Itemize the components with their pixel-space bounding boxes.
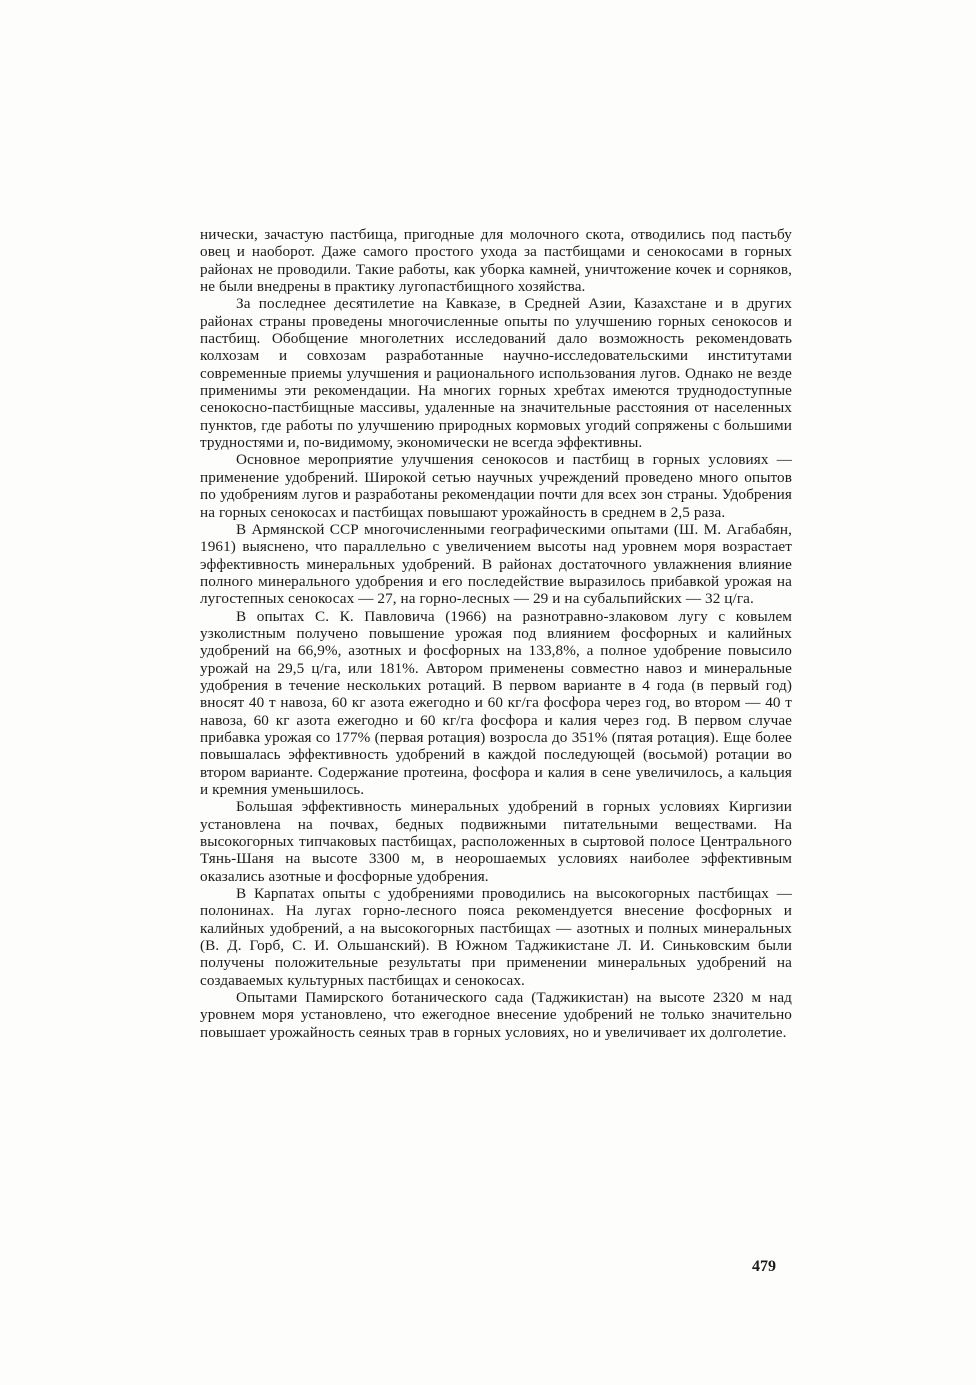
paragraph-carpathians: В Карпатах опыты с удобрениями проводились на высокогорных пастбищах — полонинах. На лугах горно-лесного пояса рекомендуется внесение фосфорных и калийных удобрений, а на высокогорных пастбищах — азотных и полных минеральных (В. Д. Горб, С. И. Ольшанский). В Южном Таджикистане Л. И. Синьковским были получены положительные результаты при применении минеральных удобрений на создаваемых культурных пастбищах и сенокосах. <box>200 885 792 989</box>
page-body <box>200 226 792 1041</box>
paragraph-caucasus-experiments: За последнее десятилетие на Кавказе, в Средней Азии, Казахстане и в других районах страны проведены многочисленные опыты по улучшению горных сенокосов и пастбищ. Обобщение многолетних исследований дало возможность рекомендовать колхозам и совхозам разработанные научно-исследовательскими институтами современные приемы улучшения и рационального использования лугов. Однако не везде применимы эти рекомендации. На многих горных хребтах имеются труднодоступные сенокосно-пастбищные массивы, удаленные на значительные расстояния от населенных пунктов, где работы по улучшению природных кормовых угодий сопряжены с большими трудностями и, по-видимому, экономически не всегда эффективны. <box>200 295 792 452</box>
paragraph-pavlovich-experiments: В опытах С. К. Павловича (1966) на разнотравно-злаковом лугу с ковылем узколистным получено повышение урожая под влиянием фосфорных и калийных удобрений на 66,9%, азотных и фосфорных на 133,8%, а полное удобрение повысило урожай на 29,5 ц/га, или 181%. Автором применены совместно навоз и минеральные удобрения в течение нескольких ротаций. В первом варианте в 4 года (в первый год) вносят 40 т навоза, 60 кг азота ежегодно и 60 кг/га фосфора через год, во втором — 40 т навоза, 60 кг азота ежегодно и 60 кг/га фосфора и калия через год. В первом случае прибавка урожая со 177% (первая ротация) возросла до 351% (пятая ротация). Еще более повышалась эффективность удобрений в каждой последующей (восьмой) ротации во втором варианте. Содержание протеина, фосфора и калия в сене увеличилось, а кальция и кремния уменьшилось. <box>200 607 792 798</box>
paragraph-armenian-ssr: В Армянской ССР многочисленными географическими опытами (Ш. М. Агабабян, 1961) выяснено, что параллельно с увеличением высоты над уровнем моря возрастает эффективность минеральных удобрений. В районах достаточного увлажнения влияние полного минерального удобрения и его последействие выразилось прибавкой урожая на лугостепных сенокосах — 27, на горно-лесных — 29 и на субальпийских — 32 ц/га. <box>200 520 792 608</box>
paragraph-fertilizer-main-measure: Основное мероприятие улучшения сенокосов и пастбищ в горных условиях — применение удобрений. Широкой сетью научных учреждений проведено много опытов по удобрениям лугов и разработаны рекомендации почти для всех зон страны. Удобрения на горных сенокосах и пастбищах повышают урожайность в среднем в 2,5 раза. <box>200 451 792 521</box>
paragraph-kyrgyzstan: Большая эффективность минеральных удобрений в горных условиях Киргизии установлена на почвах, бедных подвижными питательными веществами. На высокогорных типчаковых пастбищах, расположенных в сыртовой полосе Центрального Тянь-Шаня на высоте 3300 м, в неорошаемых условиях наиболее эффективным оказались азотные и фосфорные удобрения. <box>200 798 792 885</box>
page-number: 479 <box>752 1258 776 1275</box>
paragraph-continuation: нически, зачастую пастбища, пригодные для молочного скота, отводились под пастьбу овец и наоборот. Даже самого простого ухода за пастбищами и сенокосами в горных районах не проводили. Такие работы, как уборка камней, уничтожение кочек и сорняков, не были внедрены в практику лугопастбищного хозяйства. <box>200 226 792 296</box>
paragraph-pamir-garden: Опытами Памирского ботанического сада (Таджикистан) на высоте 2320 м над уровнем моря установлено, что ежегодное внесение удобрений не только значительно повышает урожайность сеяных трав в горных условиях, но и увеличивает их долголетие. <box>200 989 792 1041</box>
